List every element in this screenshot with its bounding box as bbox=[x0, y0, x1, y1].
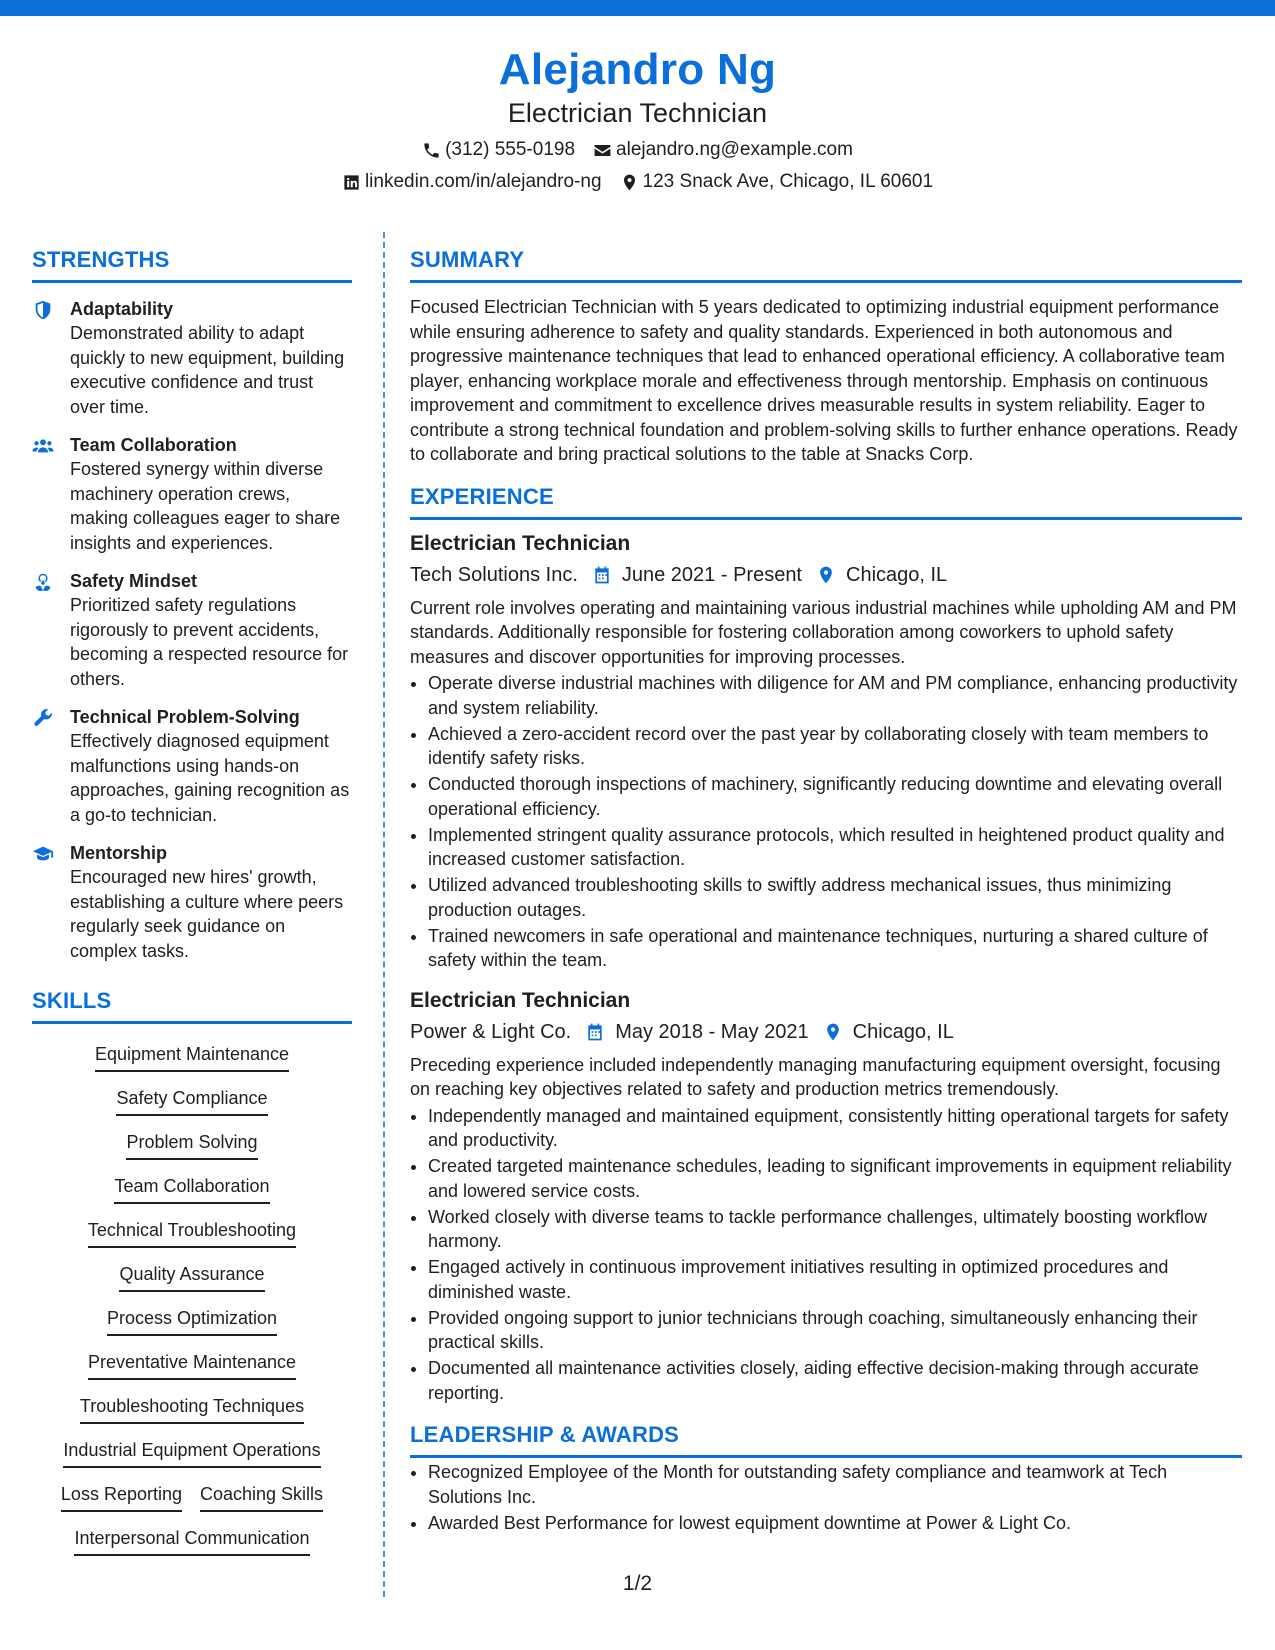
phone-text: (312) 555-0198 bbox=[445, 139, 576, 160]
resume-header bbox=[0, 44, 1275, 194]
bullet-item: • Documented all maintenance activities closely, aiding effective decision-making through accurate reporting. bbox=[428, 1356, 1242, 1405]
strength-desc: Prioritized safety regulations rigorously to prevent accidents, becoming a respected resource for others. bbox=[70, 595, 349, 689]
strength-item bbox=[32, 433, 352, 555]
company-name: Power & Light Co. bbox=[410, 1020, 572, 1043]
column-divider bbox=[383, 232, 385, 1597]
envelope-icon bbox=[593, 141, 612, 160]
phone-contact[interactable] bbox=[422, 138, 575, 162]
skill-tag: Preventative Maintenance bbox=[88, 1350, 296, 1380]
job-dates: June 2021 - Present bbox=[621, 563, 802, 586]
job-description: Current role involves operating and maintaining various industrial machines while upholding AM and PM standards. Additionally responsible for fostering collaboration among coworkers to uphold safety measures and discover opportunities for improving processes. bbox=[410, 597, 1237, 667]
skill-tag: Equipment Maintenance bbox=[95, 1042, 289, 1072]
skill-tag: Troubleshooting Techniques bbox=[80, 1394, 304, 1424]
strength-item bbox=[32, 297, 352, 419]
users-icon bbox=[32, 435, 54, 457]
bullet-item: • Independently managed and maintained equipment, consistently hitting operational targets for safety and productivity. bbox=[428, 1104, 1242, 1153]
bullet-item: • Implemented stringent quality assurance protocols, which resulted in heightened product quality and increased customer satisfaction. bbox=[428, 823, 1242, 872]
job-location: Chicago, IL bbox=[852, 1020, 954, 1043]
bullet-item: • Trained newcomers in safe operational and maintenance techniques, nurturing a shared culture of safety within the team. bbox=[428, 924, 1242, 973]
skill-tag: Problem Solving bbox=[126, 1130, 257, 1160]
skill-tag: Coaching Skills bbox=[200, 1482, 323, 1512]
calendar-icon bbox=[585, 1022, 605, 1042]
summary-heading: SUMMARY bbox=[410, 246, 1242, 283]
skills-list bbox=[32, 1042, 352, 1556]
skill-tag: Loss Reporting bbox=[61, 1482, 182, 1512]
bullet-item: • Conducted thorough inspections of machinery, significantly reducing downtime and elevating overall operational efficiency. bbox=[428, 772, 1242, 821]
strengths-heading: STRENGTHS bbox=[32, 246, 352, 283]
biohazard-icon bbox=[32, 571, 54, 593]
linkedin-contact[interactable] bbox=[342, 170, 602, 194]
wrench-icon bbox=[32, 707, 54, 729]
strength-title: Technical Problem-Solving bbox=[70, 707, 300, 727]
strength-desc: Encouraged new hires' growth, establishing a culture where peers regularly seek guidance on complex tasks. bbox=[70, 867, 344, 961]
summary-text: Focused Electrician Technician with 5 years dedicated to optimizing industrial equipment performance while ensuring adherence to safety and quality standards. Experienced in both autonomous and progressive maintenance techniques that lead to enhanced operational efficiency. A collaborative team player, enhancing workplace morale and effectiveness through mentorship. Emphasis on continuous improvement and commitment to excellence drives measurable results in system reliability. Eager to contribute a strong technical foundation and problem-solving skills to further enhance operations. Ready to collaborate and bring practical solutions to the table at Snacks Corp. bbox=[410, 297, 1238, 464]
strength-item bbox=[32, 705, 352, 827]
job-bullets bbox=[410, 1104, 1242, 1406]
company-name: Tech Solutions Inc. bbox=[410, 563, 578, 586]
skill-tag: Quality Assurance bbox=[119, 1262, 264, 1292]
strength-title: Team Collaboration bbox=[70, 435, 237, 455]
left-column bbox=[32, 246, 352, 1556]
right-column bbox=[410, 246, 1242, 1537]
strength-title: Safety Mindset bbox=[70, 571, 198, 591]
contact-row-primary bbox=[0, 138, 1275, 162]
skills-heading: SKILLS bbox=[32, 987, 352, 1024]
skill-tag: Safety Compliance bbox=[116, 1086, 267, 1116]
job-description: Preceding experience included independently managing manufacturing equipment oversight, focusing on reaching key objectives related to safety and production metrics tremendously. bbox=[410, 1054, 1221, 1099]
candidate-name: Alejandro Ng bbox=[498, 45, 777, 94]
experience-heading: EXPERIENCE bbox=[410, 483, 1242, 520]
job-location: Chicago, IL bbox=[846, 563, 948, 586]
top-accent-bar bbox=[0, 0, 1275, 16]
page-number: 1/2 bbox=[622, 1572, 653, 1595]
skill-tag: Process Optimization bbox=[107, 1306, 277, 1336]
candidate-title: Electrician Technician bbox=[507, 98, 768, 128]
graduation-cap-icon bbox=[32, 843, 54, 865]
strength-item bbox=[32, 841, 352, 963]
job-entry bbox=[410, 987, 1242, 1406]
job-bullets bbox=[410, 671, 1242, 973]
job-dates: May 2018 - May 2021 bbox=[615, 1020, 809, 1043]
job-entry bbox=[410, 530, 1242, 973]
bullet-item: • Achieved a zero-accident record over the past year by collaborating closely with team members to identify safety risks. bbox=[428, 722, 1242, 771]
skill-tag: Technical Troubleshooting bbox=[88, 1218, 296, 1248]
skill-tag: Interpersonal Communication bbox=[74, 1526, 309, 1556]
linkedin-icon bbox=[342, 173, 361, 192]
linkedin-text: linkedin.com/in/alejandro-ng bbox=[364, 171, 602, 192]
job-title: Electrician Technician bbox=[410, 988, 631, 1012]
calendar-icon bbox=[592, 565, 612, 585]
leadership-heading: LEADERSHIP & AWARDS bbox=[410, 1421, 1242, 1458]
bullet-item: • Operate diverse industrial machines with diligence for AM and PM compliance, enhancing productivity and system reliability. bbox=[428, 671, 1242, 720]
job-title: Electrician Technician bbox=[410, 531, 631, 555]
address-contact bbox=[620, 170, 934, 194]
job-meta bbox=[410, 560, 1242, 590]
address-text: 123 Snack Ave, Chicago, IL 60601 bbox=[642, 171, 934, 192]
bullet-item: • Provided ongoing support to junior technicians through coaching, simultaneously enhancing their practical skills. bbox=[428, 1306, 1242, 1355]
map-pin-icon bbox=[823, 1022, 843, 1042]
strength-desc: Demonstrated ability to adapt quickly to new equipment, building executive confidence and trust over time. bbox=[70, 323, 345, 417]
strength-desc: Effectively diagnosed equipment malfunctions using hands-on approaches, gaining recognition as a go-to technician. bbox=[70, 731, 350, 825]
bullet-item: • Worked closely with diverse teams to tackle performance challenges, ultimately boosting workflow harmony. bbox=[428, 1205, 1242, 1254]
map-pin-icon bbox=[816, 565, 836, 585]
map-pin-icon bbox=[620, 173, 639, 192]
shield-icon bbox=[32, 299, 54, 321]
strength-title: Adaptability bbox=[70, 299, 174, 319]
bullet-item: • Created targeted maintenance schedules, leading to significant improvements in equipment reliability and lowered service costs. bbox=[428, 1154, 1242, 1203]
strength-desc: Fostered synergy within diverse machinery operation crews, making colleagues eager to share insights and experiences. bbox=[70, 459, 341, 553]
skill-tag: Team Collaboration bbox=[114, 1174, 269, 1204]
bullet-item: • Utilized advanced troubleshooting skills to swiftly address mechanical issues, thus minimizing production outages. bbox=[428, 873, 1242, 922]
email-text: alejandro.ng@example.com bbox=[616, 139, 853, 160]
job-meta bbox=[410, 1017, 1242, 1047]
strength-title: Mentorship bbox=[70, 843, 167, 863]
leadership-list bbox=[410, 1460, 1242, 1535]
email-contact[interactable] bbox=[593, 138, 853, 162]
award-item: • Awarded Best Performance for lowest equipment downtime at Power & Light Co. bbox=[428, 1511, 1242, 1536]
strength-item bbox=[32, 569, 352, 691]
skill-tag: Industrial Equipment Operations bbox=[63, 1438, 320, 1468]
bullet-item: • Engaged actively in continuous improvement initiatives resulting in optimized procedures and diminished waste. bbox=[428, 1255, 1242, 1304]
phone-icon bbox=[422, 141, 441, 160]
contact-row-secondary bbox=[0, 170, 1275, 194]
award-item: • Recognized Employee of the Month for outstanding safety compliance and teamwork at Tech Solutions Inc. bbox=[428, 1460, 1242, 1509]
